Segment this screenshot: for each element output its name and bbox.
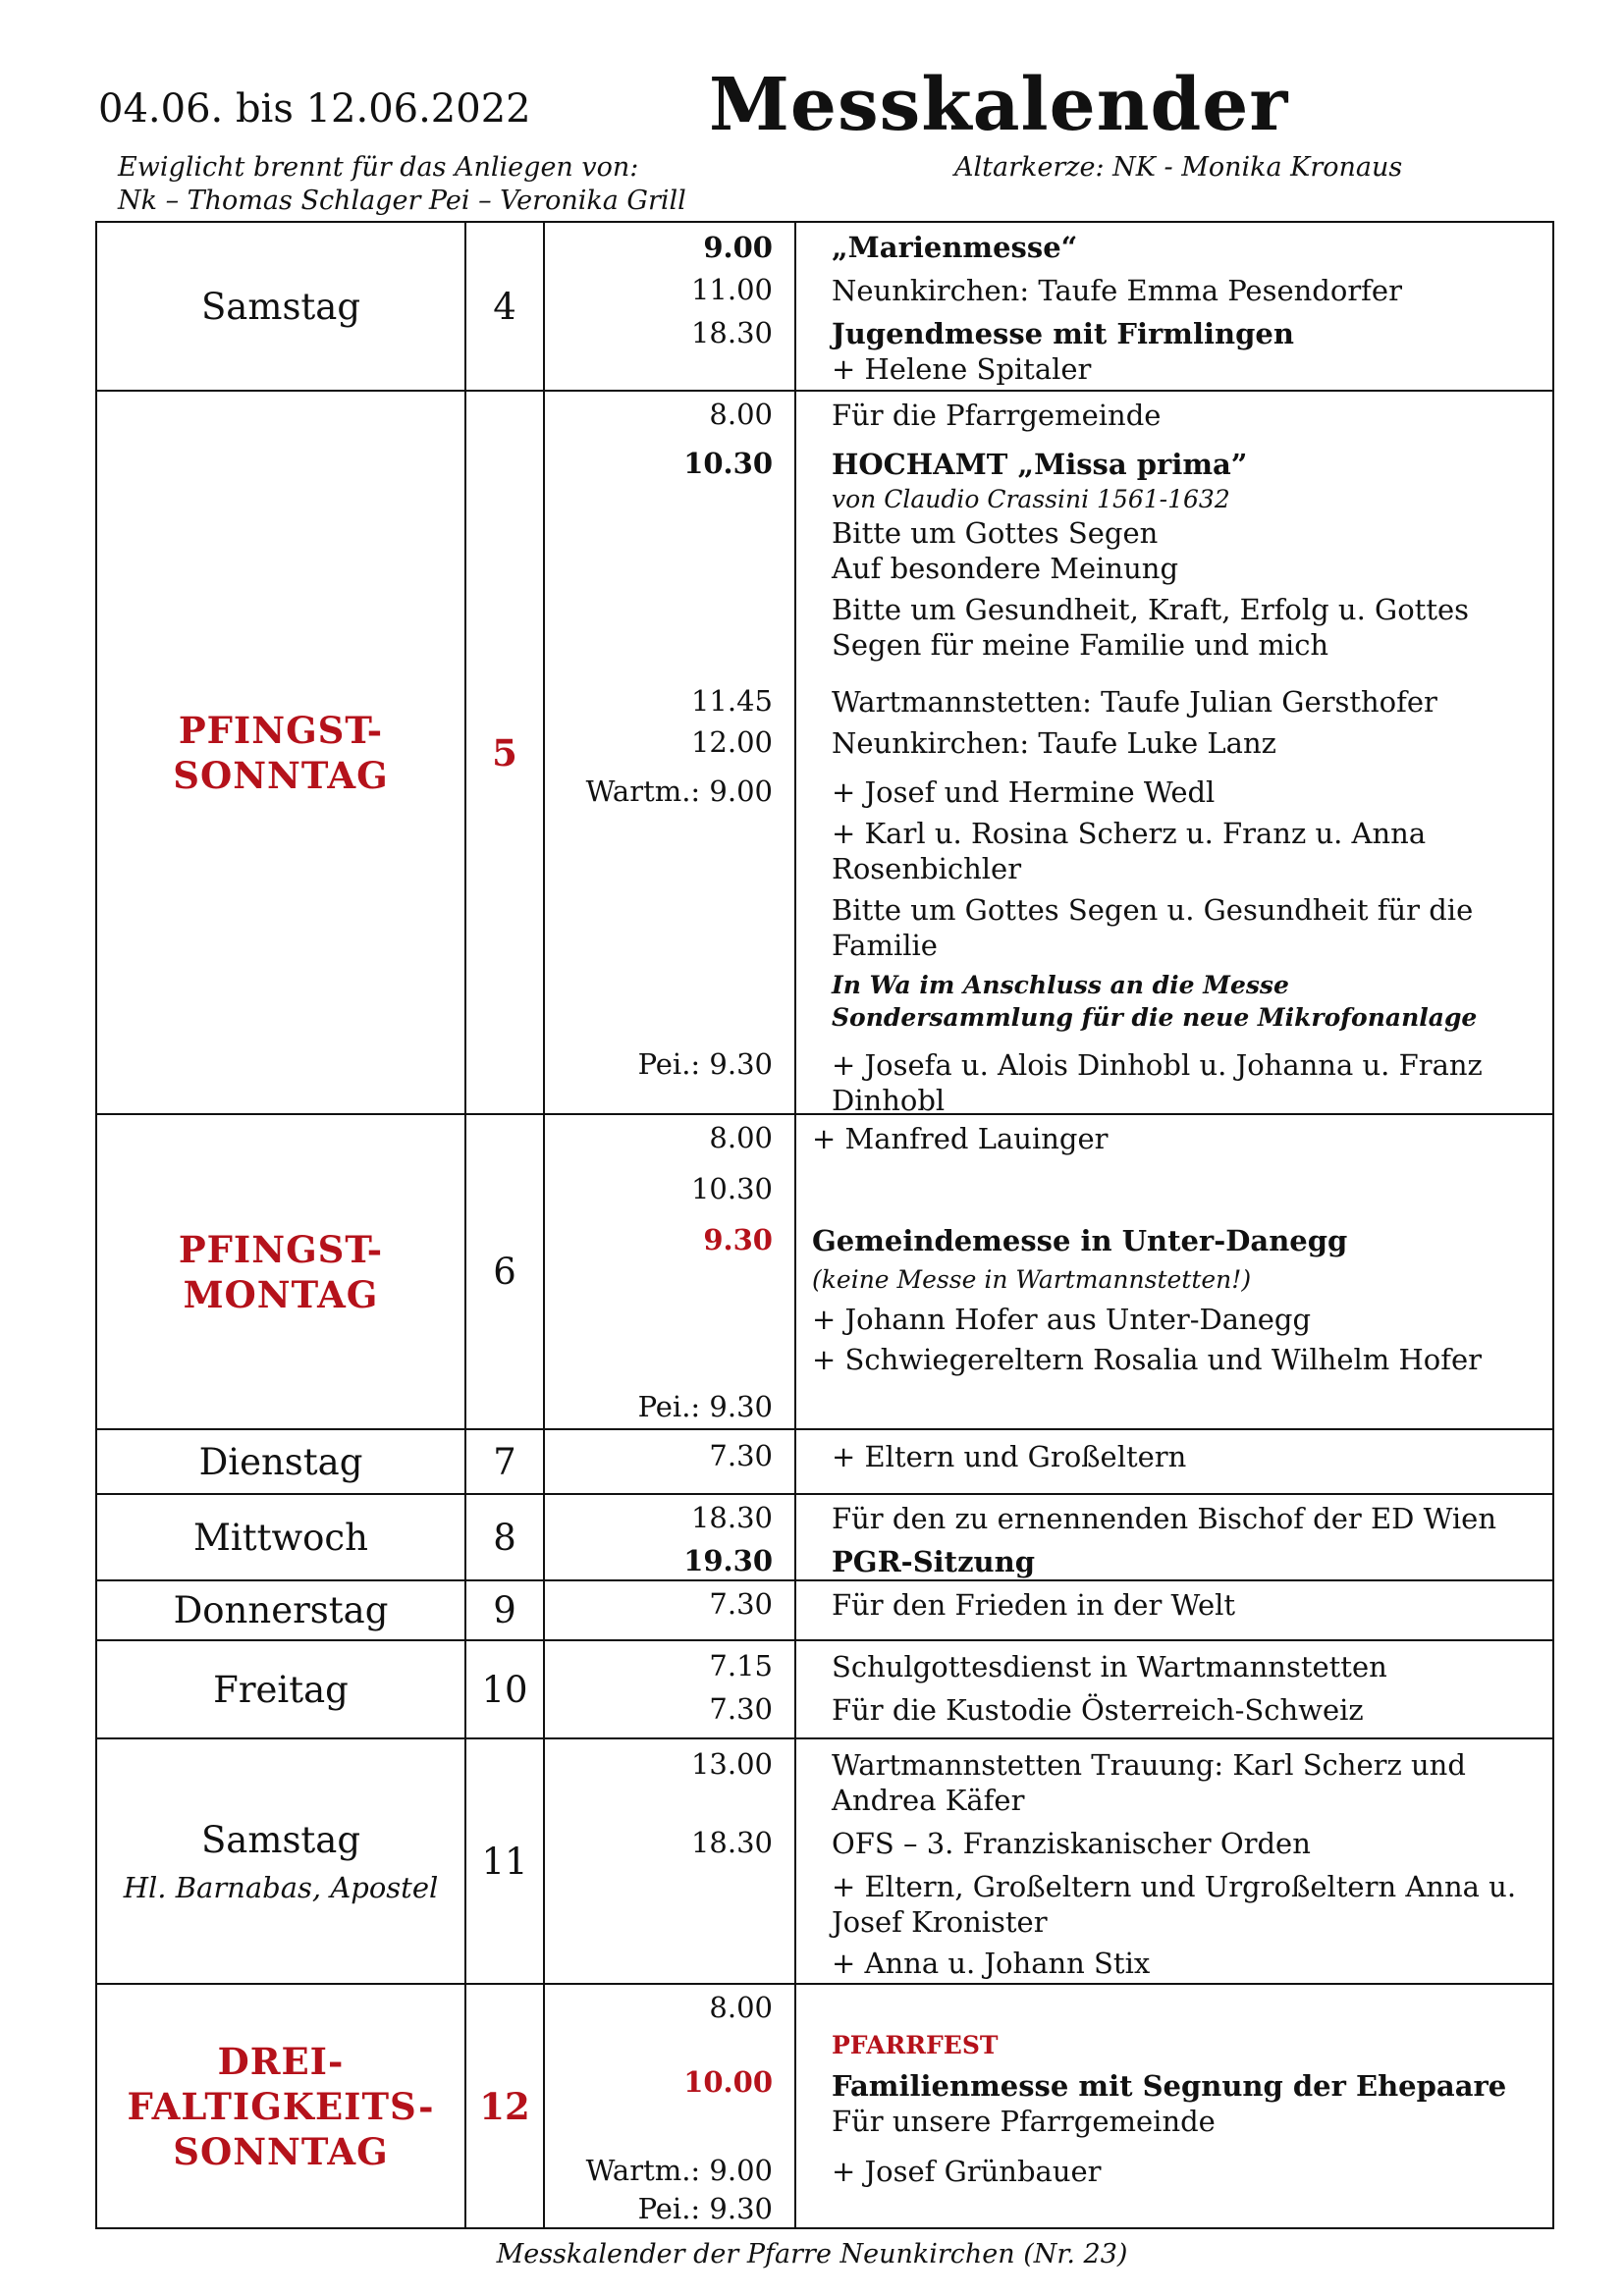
day-name: Dienstag [198, 1440, 363, 1483]
day-number-cell [465, 1580, 544, 1640]
day-number-cell [465, 1984, 544, 2228]
intention-text: PGR-Sitzung [832, 1545, 1035, 1578]
intention-text: + Eltern, Großeltern und Urgroßeltern Anna u. [832, 1870, 1517, 1903]
intention-text: Familienmesse mit Segnung der Ehepaare [832, 2069, 1507, 2103]
intention-text: Jugendmesse mit Firmlingen [832, 317, 1294, 350]
altarkerze-info: Altarkerze: NK - Monika Kronaus [954, 152, 1403, 183]
intention-text: In Wa im Anschluss an die Messe [832, 971, 1289, 999]
table-row [96, 1429, 1553, 1494]
mass-time: 18.30 [690, 1501, 773, 1534]
day-number-cell [465, 1738, 544, 1984]
intention-text: Gemeindemesse in Unter-Danegg [812, 1224, 1348, 1257]
mass-time: 7.15 [709, 1649, 773, 1682]
day-name: Freitag [213, 1668, 349, 1711]
day-name: Donnerstag [173, 1589, 389, 1631]
day-number: 12 [479, 2084, 530, 2128]
day-number-cell [465, 1640, 544, 1738]
mass-time: 13.00 [690, 1747, 773, 1781]
intention-text: + Josef Grünbauer [832, 2155, 1102, 2188]
mass-time: 10.30 [683, 447, 773, 480]
day-name: Samstag [200, 285, 361, 328]
table-row [96, 1984, 1553, 2228]
mass-time: 18.30 [690, 316, 773, 349]
mass-time: 7.30 [709, 1692, 773, 1726]
day-number: 5 [492, 730, 517, 774]
intention-text: Sondersammlung für die neue Mikrofonanlage [832, 1003, 1478, 1032]
intention-text: + Eltern und Großeltern [832, 1440, 1187, 1473]
ewiglicht-label: Ewiglicht brennt für das Anliegen von: [118, 152, 639, 183]
table-row [96, 1640, 1553, 1738]
table-row [96, 222, 1553, 391]
day-name-cell [96, 1640, 465, 1738]
mass-time: 7.30 [709, 1587, 773, 1621]
intention-cell [795, 391, 1553, 1117]
table-row [96, 1580, 1553, 1640]
mass-time: Pei.: 9.30 [637, 1047, 773, 1081]
intention-text: Für die Kustodie Österreich-Schweiz [832, 1693, 1364, 1727]
mass-time: 11.45 [690, 684, 773, 718]
day-number: 9 [493, 1589, 516, 1631]
time-cell [544, 1429, 795, 1494]
day-number-cell [465, 391, 544, 1114]
intention-text: Segen für meine Familie und mich [832, 628, 1329, 662]
intention-text: Dinhobl [832, 1084, 946, 1117]
intention-cell [795, 222, 1553, 391]
intention-text: Rosenbichler [832, 852, 1022, 885]
mass-time: 19.30 [683, 1544, 773, 1577]
day-name-cell [96, 1494, 465, 1580]
day-number-cell [465, 1494, 544, 1580]
feast-name: PFINGST- [178, 708, 384, 752]
day-number: 11 [481, 1840, 528, 1883]
intention-text: HOCHAMT „Missa prima” [832, 448, 1248, 481]
feast-name: SONNTAG [173, 753, 389, 797]
intention-cell [795, 1738, 1553, 1984]
intention-text: Für den Frieden in der Welt [832, 1588, 1236, 1622]
feast-name: FALTIGKEITS- [127, 2084, 435, 2128]
time-cell [544, 1580, 795, 1640]
time-cell [544, 1738, 795, 1984]
intention-text: Bitte um Gottes Segen u. Gesundheit für die [832, 893, 1474, 927]
time-cell [544, 1984, 795, 2228]
mass-time: Wartm.: 9.00 [585, 2154, 773, 2187]
page-footer: Messkalender der Pfarre Neunkirchen (Nr. 23) [496, 2239, 1128, 2269]
time-cell [544, 222, 795, 391]
intention-text: + Johann Hofer aus Unter-Danegg [812, 1303, 1312, 1336]
mass-time: Pei.: 9.30 [637, 1390, 773, 1423]
intention-text: + Helene Spitaler [832, 352, 1092, 386]
intention-cell [795, 1984, 1553, 2228]
page-title: Messkalender [709, 63, 1289, 147]
day-number-cell [465, 222, 544, 391]
intention-text: + Josef und Hermine Wedl [832, 775, 1216, 809]
time-cell [544, 391, 795, 1114]
mass-time: 12.00 [690, 725, 773, 759]
intention-text: Für den zu ernennenden Bischof der ED Wien [832, 1502, 1497, 1535]
feast-name: PFINGST- [178, 1227, 384, 1271]
day-name: Samstag [200, 1818, 361, 1861]
mass-time: 9.00 [703, 231, 773, 264]
day-number: 10 [481, 1668, 528, 1711]
intention-text: Andrea Käfer [832, 1784, 1025, 1817]
day-number-cell [465, 1429, 544, 1494]
day-number: 4 [493, 285, 516, 328]
intention-text: Bitte um Gottes Segen [832, 516, 1159, 550]
intention-cell [795, 1429, 1553, 1494]
day-name: Mittwoch [193, 1516, 368, 1559]
day-name-cell [96, 222, 465, 391]
day-name-cell [96, 1114, 465, 1429]
feast-name: SONNTAG [173, 2129, 389, 2173]
intention-text: Für unsere Pfarrgemeinde [832, 2105, 1216, 2138]
mass-time: Wartm.: 9.00 [585, 774, 773, 808]
table-row [96, 1494, 1553, 1580]
day-name-cell [96, 1738, 465, 1984]
mass-time: 10.00 [683, 2065, 773, 2099]
mass-calendar-table [95, 221, 1554, 2229]
intention-text: Schulgottesdienst in Wartmannstetten [832, 1650, 1387, 1683]
intention-text: (keine Messe in Wartmannstetten!) [812, 1265, 1252, 1294]
mass-time: 11.00 [690, 273, 773, 306]
intention-text: Wartmannstetten Trauung: Karl Scherz und [832, 1748, 1466, 1782]
intention-text: + Josefa u. Alois Dinhobl u. Johanna u. Franz [832, 1048, 1483, 1082]
mass-time: 8.00 [709, 398, 773, 431]
intention-text: OFS – 3. Franziskanischer Orden [832, 1827, 1311, 1860]
intention-text: Wartmannstetten: Taufe Julian Gersthofer [832, 685, 1437, 719]
day-number: 6 [493, 1251, 516, 1293]
intention-cell [795, 1640, 1553, 1738]
mass-time: 9.30 [703, 1223, 773, 1256]
day-name-cell [96, 391, 465, 1114]
mass-time: 7.30 [709, 1439, 773, 1472]
feast-name: DREI- [217, 2039, 345, 2083]
intention-cell [795, 1114, 1553, 1429]
day-number-cell [465, 1114, 544, 1429]
intention-text: + Manfred Lauinger [812, 1122, 1109, 1155]
mass-time: 18.30 [690, 1826, 773, 1859]
mass-time: 8.00 [709, 1991, 773, 2024]
intention-text: + Anna u. Johann Stix [832, 1947, 1151, 1980]
table-row [96, 391, 1553, 1114]
mass-time: Pei.: 9.30 [637, 2192, 773, 2225]
intention-text: Neunkirchen: Taufe Luke Lanz [832, 726, 1276, 760]
intention-text: Für die Pfarrgemeinde [832, 399, 1162, 432]
day-number: 8 [493, 1516, 516, 1559]
ewiglicht-names: Nk – Thomas Schlager Pei – Veronika Grill [118, 186, 686, 216]
intention-text: Auf besondere Meinung [832, 552, 1179, 585]
table-row [96, 1114, 1553, 1429]
feast-name: MONTAG [183, 1272, 379, 1316]
day-name-cell [96, 1580, 465, 1640]
intention-text: „Marienmesse“ [832, 231, 1078, 264]
day-name-cell [96, 1429, 465, 1494]
intention-text: + Schwiegereltern Rosalia und Wilhelm Hofer [812, 1343, 1483, 1376]
date-range: 04.06. bis 12.06.2022 [98, 86, 531, 132]
intention-text: PFARRFEST [832, 2031, 999, 2059]
intention-cell [795, 1494, 1553, 1580]
intention-text: Bitte um Gesundheit, Kraft, Erfolg u. Gottes [832, 593, 1470, 626]
time-cell [544, 1494, 795, 1580]
intention-text: Familie [832, 929, 938, 962]
mass-time: 10.30 [690, 1172, 773, 1205]
intention-text: von Claudio Crassini 1561-1632 [832, 485, 1230, 513]
time-cell [544, 1640, 795, 1738]
day-subtitle: Hl. Barnabas, Apostel [123, 1870, 439, 1904]
intention-text: Neunkirchen: Taufe Emma Pesendorfer [832, 274, 1402, 307]
intention-cell [795, 1580, 1553, 1640]
table-row [96, 1738, 1553, 1984]
intention-text: Josef Kronister [832, 1905, 1048, 1939]
intention-text: + Karl u. Rosina Scherz u. Franz u. Anna [832, 817, 1427, 850]
day-number: 7 [493, 1440, 516, 1483]
time-cell [544, 1114, 795, 1429]
mass-time: 8.00 [709, 1121, 773, 1154]
day-name-cell [96, 1984, 465, 2228]
